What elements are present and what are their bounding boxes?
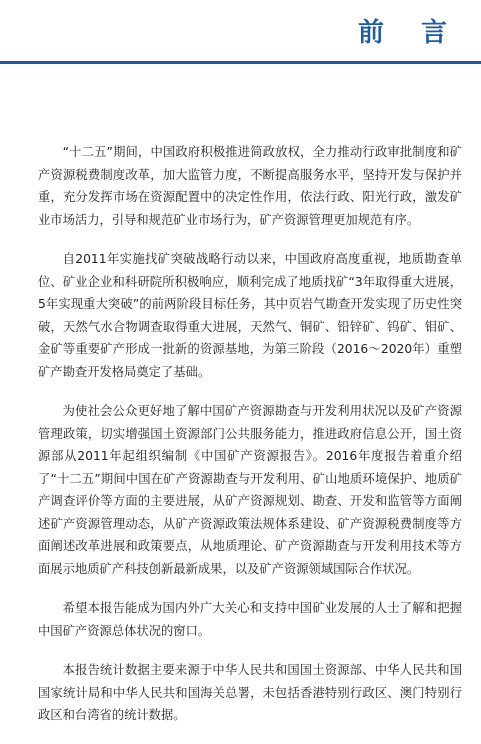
- paragraph-2: 自2011年实施找矿突破战略行动以来，中国政府高度重视，地质勘查单位、矿业企业和科研院所积极响应，顺利完成了地质找矿“3年取得重大进展，5年实现重大突破”的前两阶段目标任务，其中页岩气勘查开发实现了历史性突破，天然气水合物调查取得重大进展，天然气、铜矿、铅锌矿、钨矿、钼矿、金矿等重要矿产形成一批新的资源基地，为第三阶段（2016～2020年）重塑矿产勘查开发格局奠定了基础。: [38, 252, 462, 379]
- page-header: [0, 0, 481, 64]
- paragraph-4: 希望本报告能成为国内外广大关心和支持中国矿业发展的人士了解和把握中国矿产资源总体状况的窗口。: [38, 601, 462, 638]
- preface-body: [38, 141, 462, 744]
- paragraph-1: “十二五”期间，中国政府积极推进简政放权，全力推动行政审批制度和矿产资源税费制度改革，加大监管力度，不断提高服务水平，坚持开发与保护并重，充分发挥市场在资源配置中的决定性作用，依法行政、阳光行政，激发矿业市场活力，引导和规范矿业市场行为，矿产资源管理更加规范有序。: [38, 145, 462, 227]
- paragraph-5: 本报告统计数据主要来源于中华人民共和国国土资源部、中华人民共和国国家统计局和中华人民共和国海关总署，未包括香港特别行政区、澳门特别行政区和台湾省的统计数据。: [38, 663, 462, 722]
- page-title: 前 言: [357, 18, 461, 48]
- header-divider: [0, 61, 481, 64]
- paragraph-3: 为使社会公众更好地了解中国矿产资源勘查与开发利用状况以及矿产资源管理政策，切实增强国土资源部门公共服务能力，推进政府信息公开，国土资源部从2011年起组织编制《中国矿产资源报告》。2016年度报告着重介绍了“十二五”期间中国在矿产资源勘查与开发利用、矿山地质环境保护、地质矿产调查评价等方面的主要进展，从矿产资源规划、勘查、开发和监管等方面阐述矿产资源管理动态，从矿产资源政策法规体系建设、矿产资源税费制度等方面阐述改革进展和政策要点，从地质理论、矿产资源勘查与开发利用技术等方面展示地质矿产科技创新最新成果，以及矿产资源领域国际合作状况。: [38, 404, 462, 576]
